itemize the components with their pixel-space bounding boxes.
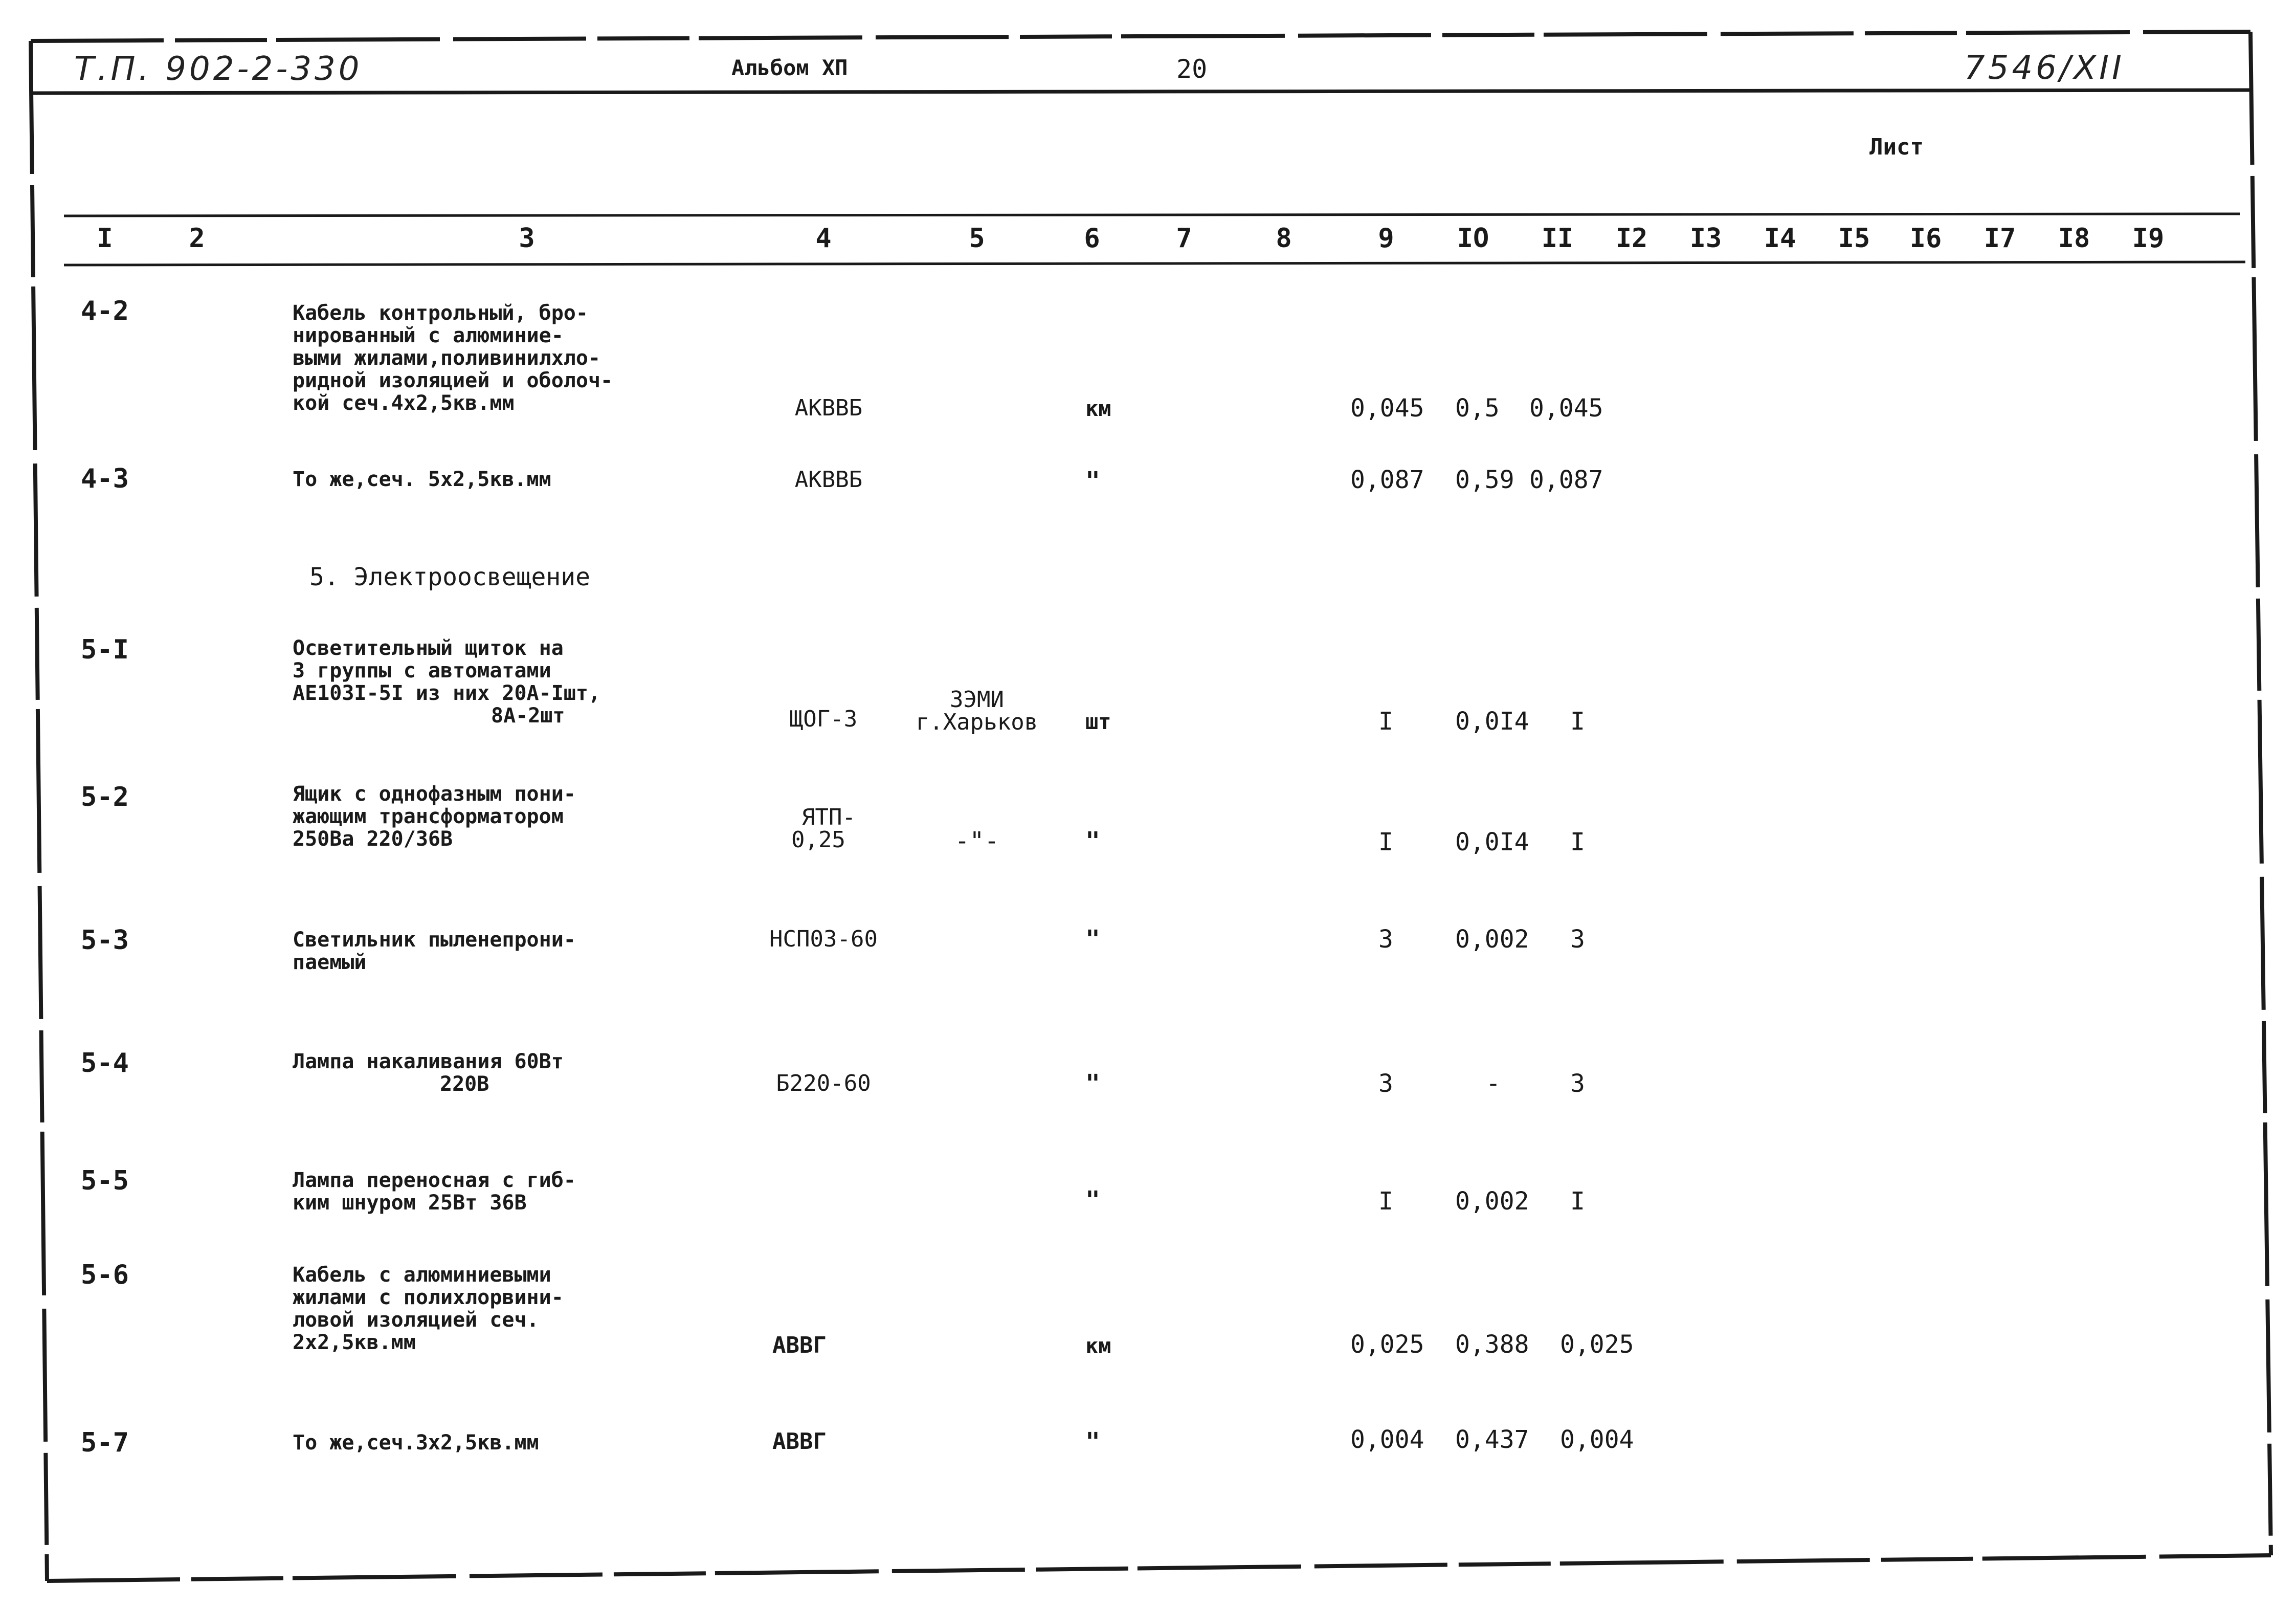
- row-description-line: Кабель с алюминиевыми: [293, 1263, 551, 1287]
- page-number: 20: [1176, 54, 1208, 84]
- column-number: 2: [189, 223, 205, 254]
- row-col11: 0,025: [1560, 1330, 1634, 1359]
- row-col9: I: [1378, 707, 1393, 736]
- column-number: 7: [1176, 223, 1192, 254]
- column-number: 9: [1378, 223, 1394, 254]
- frame-bottom-line: [47, 1555, 2271, 1581]
- row-description-line: Осветительный щиток на: [293, 636, 564, 660]
- stamp-number: 7546/XII: [1964, 49, 2125, 87]
- row-unit: км: [1085, 396, 1111, 421]
- row-code: 5-2: [81, 782, 129, 812]
- row-description-line: нированный с алюминие-: [293, 324, 564, 347]
- column-number: 3: [519, 223, 535, 254]
- row-type-line: ЯТП-: [801, 804, 856, 830]
- row-col11: 0,004: [1560, 1425, 1634, 1454]
- column-number: I: [97, 223, 113, 254]
- column-number: I8: [2058, 223, 2090, 254]
- row-description-line: 3 группы с автоматами: [293, 659, 551, 683]
- column-number: I2: [1615, 223, 1648, 254]
- row-description-line: АЕ103I-5I из них 20А-Iшт,: [293, 681, 601, 705]
- section-title: 5. Электроосвещение: [309, 563, 591, 591]
- row-description-line: паемый: [293, 951, 367, 974]
- row-code: 5-5: [81, 1165, 129, 1196]
- sheet-label: Лист: [1869, 134, 1924, 160]
- row-description-line: То же,сеч.3х2,5кв.мм: [293, 1431, 539, 1455]
- row-code: 4-2: [81, 296, 129, 326]
- row-code: 4-3: [81, 464, 129, 494]
- column-number: I3: [1689, 223, 1722, 254]
- row-unit: ": [1085, 467, 1100, 495]
- column-number: I4: [1764, 223, 1796, 254]
- column-number: I5: [1838, 223, 1870, 254]
- row-unit: шт: [1085, 709, 1111, 734]
- row-description-line: ловой изоляцией сеч.: [293, 1308, 539, 1332]
- row-col10: 0,5: [1455, 394, 1500, 423]
- row-type: АКВВБ: [794, 467, 863, 493]
- row-col9: I: [1378, 1187, 1393, 1216]
- row-col9: 3: [1378, 1069, 1393, 1098]
- row-unit: км: [1085, 1333, 1111, 1358]
- frame-top-line: [31, 32, 2250, 41]
- row-description-line: ридной изоляцией и оболоч-: [293, 369, 613, 392]
- row-code: 5-7: [81, 1427, 129, 1458]
- row-description-line: ким шнуром 25Вт 36В: [293, 1191, 527, 1215]
- row-code: 5-6: [81, 1260, 129, 1290]
- row-description-line: 8А-2шт: [491, 704, 565, 728]
- row-col10: 0,0I4: [1455, 707, 1529, 736]
- row-col10: 0,002: [1455, 925, 1529, 954]
- row-col10: 0,59: [1455, 466, 1514, 494]
- row-description-line: жилами с полихлорвини-: [293, 1286, 564, 1309]
- row-description-line: Лампа накаливания 60Вт: [293, 1050, 564, 1073]
- row-description-line: Кабель контрольный, бро-: [293, 301, 588, 325]
- row-col10: 0,002: [1455, 1187, 1529, 1216]
- row-col10: -: [1486, 1069, 1501, 1098]
- row-unit: ": [1085, 925, 1100, 954]
- row-col9: 0,004: [1350, 1425, 1424, 1454]
- album-label: Альбом ХП: [731, 55, 848, 80]
- row-code: 5-3: [81, 925, 129, 956]
- row-col9: 0,045: [1350, 394, 1424, 423]
- row-col10: 0,437: [1455, 1425, 1529, 1454]
- column-header-top-rule: [64, 214, 2240, 216]
- row-description-line: выми жилами,поливинилхло-: [293, 346, 601, 370]
- column-number: 6: [1084, 223, 1100, 254]
- row-type-line: 0,25: [791, 827, 845, 853]
- column-number: I9: [2132, 223, 2165, 254]
- row-col9: I: [1378, 828, 1393, 856]
- row-col11: 0,045: [1529, 394, 1603, 423]
- row-unit: ": [1085, 827, 1100, 855]
- row-col10: 0,0I4: [1455, 828, 1529, 856]
- row-type: АВВГ: [772, 1332, 827, 1358]
- column-number: 8: [1276, 223, 1292, 254]
- row-description-line: 220В: [440, 1072, 489, 1096]
- row-description-line: Ящик с однофазным пони-: [293, 782, 576, 806]
- row-type: ЩОГ-3: [789, 706, 858, 732]
- column-header-bottom-rule: [64, 262, 2245, 265]
- row-type: НСП03-60: [769, 926, 878, 952]
- column-number: 5: [969, 223, 985, 254]
- row-code: 5-I: [81, 634, 129, 665]
- column-number: I7: [1983, 223, 2016, 254]
- header-rule: [31, 90, 2250, 93]
- row-description-line: 250Ва 220/36В: [293, 827, 453, 851]
- row-col9: 3: [1378, 925, 1393, 954]
- row-description-line: кой сеч.4х2,5кв.мм: [293, 391, 515, 415]
- row-col11: I: [1570, 828, 1585, 856]
- row-col11: 0,087: [1529, 466, 1603, 494]
- row-col11: I: [1570, 707, 1585, 736]
- row-description-line: 2х2,5кв.мм: [293, 1331, 416, 1354]
- row-description-line: жающим трансформатором: [293, 805, 564, 828]
- column-number: I6: [1909, 223, 1942, 254]
- row-type: АКВВБ: [794, 395, 863, 421]
- row-col11: I: [1570, 1187, 1585, 1216]
- row-code: 5-4: [81, 1048, 129, 1078]
- row-type: Б220-60: [776, 1070, 871, 1096]
- row-unit: ": [1085, 1069, 1100, 1098]
- row-maker-line: г.Харьков: [916, 709, 1038, 735]
- row-col11: 3: [1570, 1069, 1585, 1098]
- row-unit: ": [1085, 1427, 1100, 1456]
- row-col10: 0,388: [1455, 1330, 1529, 1359]
- frame-left-line: [31, 41, 47, 1581]
- frame-right-line: [2250, 32, 2271, 1555]
- column-number: II: [1541, 223, 1574, 254]
- column-number: 4: [815, 223, 832, 254]
- column-number: IO: [1457, 223, 1489, 254]
- row-maker-line: ЗЭМИ: [950, 687, 1004, 713]
- row-col9: 0,087: [1350, 466, 1424, 494]
- row-col9: 0,025: [1350, 1330, 1424, 1359]
- row-description-line: Светильник пыленепрони-: [293, 928, 576, 952]
- row-description-line: Лампа переносная с гиб-: [293, 1169, 576, 1192]
- row-description-line: То же,сеч. 5х2,5кв.мм: [293, 468, 551, 491]
- row-unit: ": [1085, 1186, 1100, 1215]
- row-col11: 3: [1570, 925, 1585, 954]
- row-type: АВВГ: [772, 1428, 827, 1455]
- doc-code: Т.П. 902-2-330: [74, 50, 363, 88]
- row-maker: -"-: [954, 827, 999, 855]
